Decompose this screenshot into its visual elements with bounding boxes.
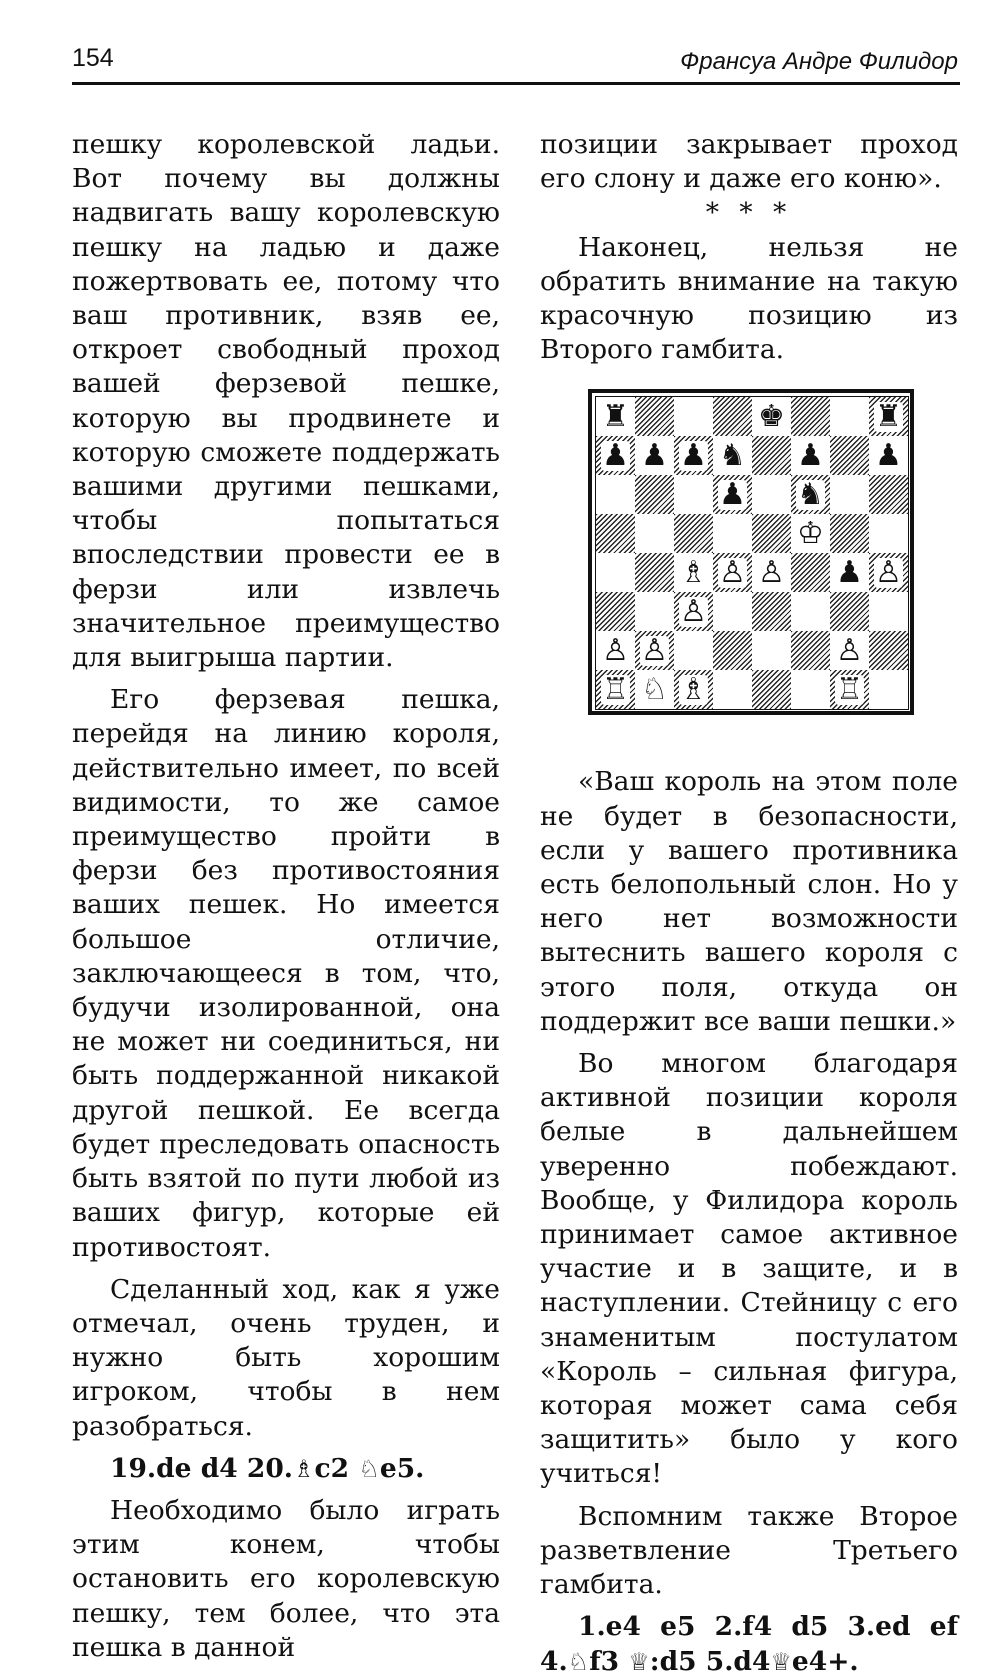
board-square: [752, 514, 791, 553]
board-square: [791, 553, 830, 592]
board-square: [596, 670, 635, 709]
board-square: [791, 475, 830, 514]
move-text: 19.de d4 20.: [110, 1452, 294, 1484]
move-text: c2: [314, 1452, 350, 1484]
board-square: [752, 436, 791, 475]
board-square: [596, 553, 635, 592]
white-rook-icon: ♖: [602, 671, 629, 707]
right-paragraph-1: «Ваш король на этом поле не будет в безопасности, если у вашего противника есть белопольный слон. Но у него нет возможности вытеснить вашего короля с этого поля, откуда он поддержит все ваши пешки.»: [540, 766, 958, 1037]
board-square: [596, 514, 635, 553]
board-square: [869, 475, 908, 514]
board-square: [869, 397, 908, 436]
white-pawn-icon: ♙: [602, 632, 629, 668]
white-bishop-icon: ♗: [680, 671, 707, 707]
board-square: [635, 514, 674, 553]
board-square: [635, 670, 674, 709]
right-paragraph-3: Вспомним также Второе разветвление Третьего гамбита.: [540, 1500, 958, 1601]
black-pawn-icon: ♟: [602, 437, 629, 473]
right-column: [540, 128, 958, 1679]
board-square: [635, 631, 674, 670]
board-square: [830, 436, 869, 475]
board-square: [596, 592, 635, 631]
board-square: [674, 514, 713, 553]
white-rook-icon: ♖: [836, 671, 863, 707]
board-square: [635, 397, 674, 436]
board-square: [791, 592, 830, 631]
move-text: e5.: [379, 1452, 425, 1484]
white-pawn-icon: ♙: [875, 554, 902, 590]
board-square: [674, 592, 713, 631]
board-square: [752, 397, 791, 436]
page-number: 154: [72, 44, 114, 72]
board-square: [635, 553, 674, 592]
board-square: [674, 436, 713, 475]
board-square: [830, 670, 869, 709]
white-pawn-icon: ♙: [719, 554, 746, 590]
left-paragraph-4: Необходимо было играть этим конем, чтобы остановить его королевскую пешку, тем более, что эта пешка в данной: [72, 1494, 500, 1663]
left-paragraph-2: Его ферзевая пешка, перейдя на линию короля, действительно имеет, по всей видимости, то же самое преимущество пройти в ферзи без противостояния ваших пешек. Но имеется большое отличие, заключающееся в том, что, будучи изолированной, она не может ни соединиться, ни быть поддержанной никакой другой пешкой. Ее всегда будет преследовать опасность быть взятой по пути любой из ваших фигур, которые ей противостоят.: [72, 684, 500, 1263]
board-square: [830, 631, 869, 670]
right-move-notation: [540, 1610, 958, 1678]
chess-diagram: [588, 389, 914, 715]
board-square: [674, 397, 713, 436]
left-column: [72, 128, 500, 1665]
board-square: [869, 592, 908, 631]
board-square: [635, 436, 674, 475]
board-square: [674, 670, 713, 709]
board-square: [791, 436, 830, 475]
black-pawn-icon: ♟: [680, 437, 707, 473]
black-king-icon: ♚: [758, 398, 785, 434]
board-square: [713, 553, 752, 592]
section-separator: * * *: [705, 197, 793, 229]
knight-icon: ♘: [358, 1454, 380, 1483]
board-square: [713, 475, 752, 514]
board-square: [869, 514, 908, 553]
move-text: f3: [589, 1645, 620, 1677]
board-square: [791, 397, 830, 436]
black-rook-icon: ♜: [602, 398, 629, 434]
board-square: [752, 475, 791, 514]
board-square: [830, 475, 869, 514]
board-square: [596, 631, 635, 670]
queen-icon: ♕: [628, 1647, 650, 1676]
board-square: [713, 397, 752, 436]
board-square: [713, 592, 752, 631]
white-pawn-icon: ♙: [758, 554, 785, 590]
running-title: Франсуа Андре Филидор: [680, 48, 958, 75]
black-pawn-icon: ♟: [875, 437, 902, 473]
black-knight-icon: ♞: [797, 476, 824, 512]
black-pawn-icon: ♟: [836, 554, 863, 590]
move-text: :d5 5.d4: [649, 1645, 771, 1677]
white-king-icon: ♔: [797, 515, 824, 551]
board-square: [869, 670, 908, 709]
knight-icon: ♘: [567, 1647, 590, 1676]
left-move-notation: [72, 1452, 500, 1486]
board-square: [830, 514, 869, 553]
black-pawn-icon: ♟: [641, 437, 668, 473]
board-square: [869, 553, 908, 592]
board-square: [752, 670, 791, 709]
black-rook-icon: ♜: [875, 398, 902, 434]
board-square: [791, 514, 830, 553]
board-square: [713, 436, 752, 475]
board-square: [752, 553, 791, 592]
left-paragraph-1: пешку королевской ладьи. Вот почему вы должны надвигать вашу королевскую пешку на ладью и даже пожертвовать ее, потому что ваш противник, взяв ее, откроет свободный проход вашей ферзевой пешке, которую вы продвинете и которую сможете поддержать вашими другими пешками, чтобы попытаться впоследствии провести ее в ферзи или извлечь значительное преимущество для выигрыша партии.: [72, 129, 500, 674]
board-square: [635, 475, 674, 514]
white-pawn-icon: ♙: [641, 632, 668, 668]
board-square: [752, 592, 791, 631]
right-lead: Наконец, нельзя не обратить внимание на такую красочную позицию из Второго гамбита.: [540, 231, 958, 366]
board-square: [713, 514, 752, 553]
board-square: [674, 475, 713, 514]
queen-icon: ♕: [770, 1647, 792, 1676]
board-square: [791, 670, 830, 709]
board-square: [635, 592, 674, 631]
white-pawn-icon: ♙: [680, 593, 707, 629]
move-text: e4+.: [791, 1645, 859, 1677]
board-square: [830, 592, 869, 631]
board-square: [674, 631, 713, 670]
left-paragraph-3: Сделанный ход, как я уже отмечал, очень труден, и нужно быть хорошим игроком, чтобы в нем разобраться.: [72, 1273, 500, 1442]
right-intro: позиции закрывает проход его слону и даже его коню».: [540, 129, 958, 195]
white-pawn-icon: ♙: [836, 632, 863, 668]
white-bishop-icon: ♗: [680, 554, 707, 590]
board-square: [674, 553, 713, 592]
board-square: [869, 631, 908, 670]
board-square: [791, 631, 830, 670]
white-knight-icon: ♘: [641, 671, 668, 707]
move-text: 1.e4 e5 2.f4 d5 3.ed ef 4.: [540, 1611, 958, 1677]
chess-board: [595, 396, 909, 710]
board-square: [596, 436, 635, 475]
black-pawn-icon: ♟: [797, 437, 824, 473]
board-square: [830, 397, 869, 436]
black-pawn-icon: ♟: [719, 476, 746, 512]
board-square: [869, 436, 908, 475]
board-square: [596, 475, 635, 514]
black-knight-icon: ♞: [719, 437, 746, 473]
board-square: [830, 553, 869, 592]
board-square: [713, 670, 752, 709]
page-header: [72, 44, 960, 85]
bishop-icon: ♗: [293, 1454, 315, 1483]
right-paragraph-2: Во многом благодаря активной позиции короля белые в дальнейшем уверенно побеждают. Вообще, у Филидора король принимает самое активное участие и в защите, и в наступлении. Стейницу с его знаменитым постулатом «Король – сильная фигура, которая может сама себя защитить» было у кого учиться!: [540, 1048, 958, 1490]
board-square: [713, 631, 752, 670]
board-square: [752, 631, 791, 670]
board-square: [596, 397, 635, 436]
